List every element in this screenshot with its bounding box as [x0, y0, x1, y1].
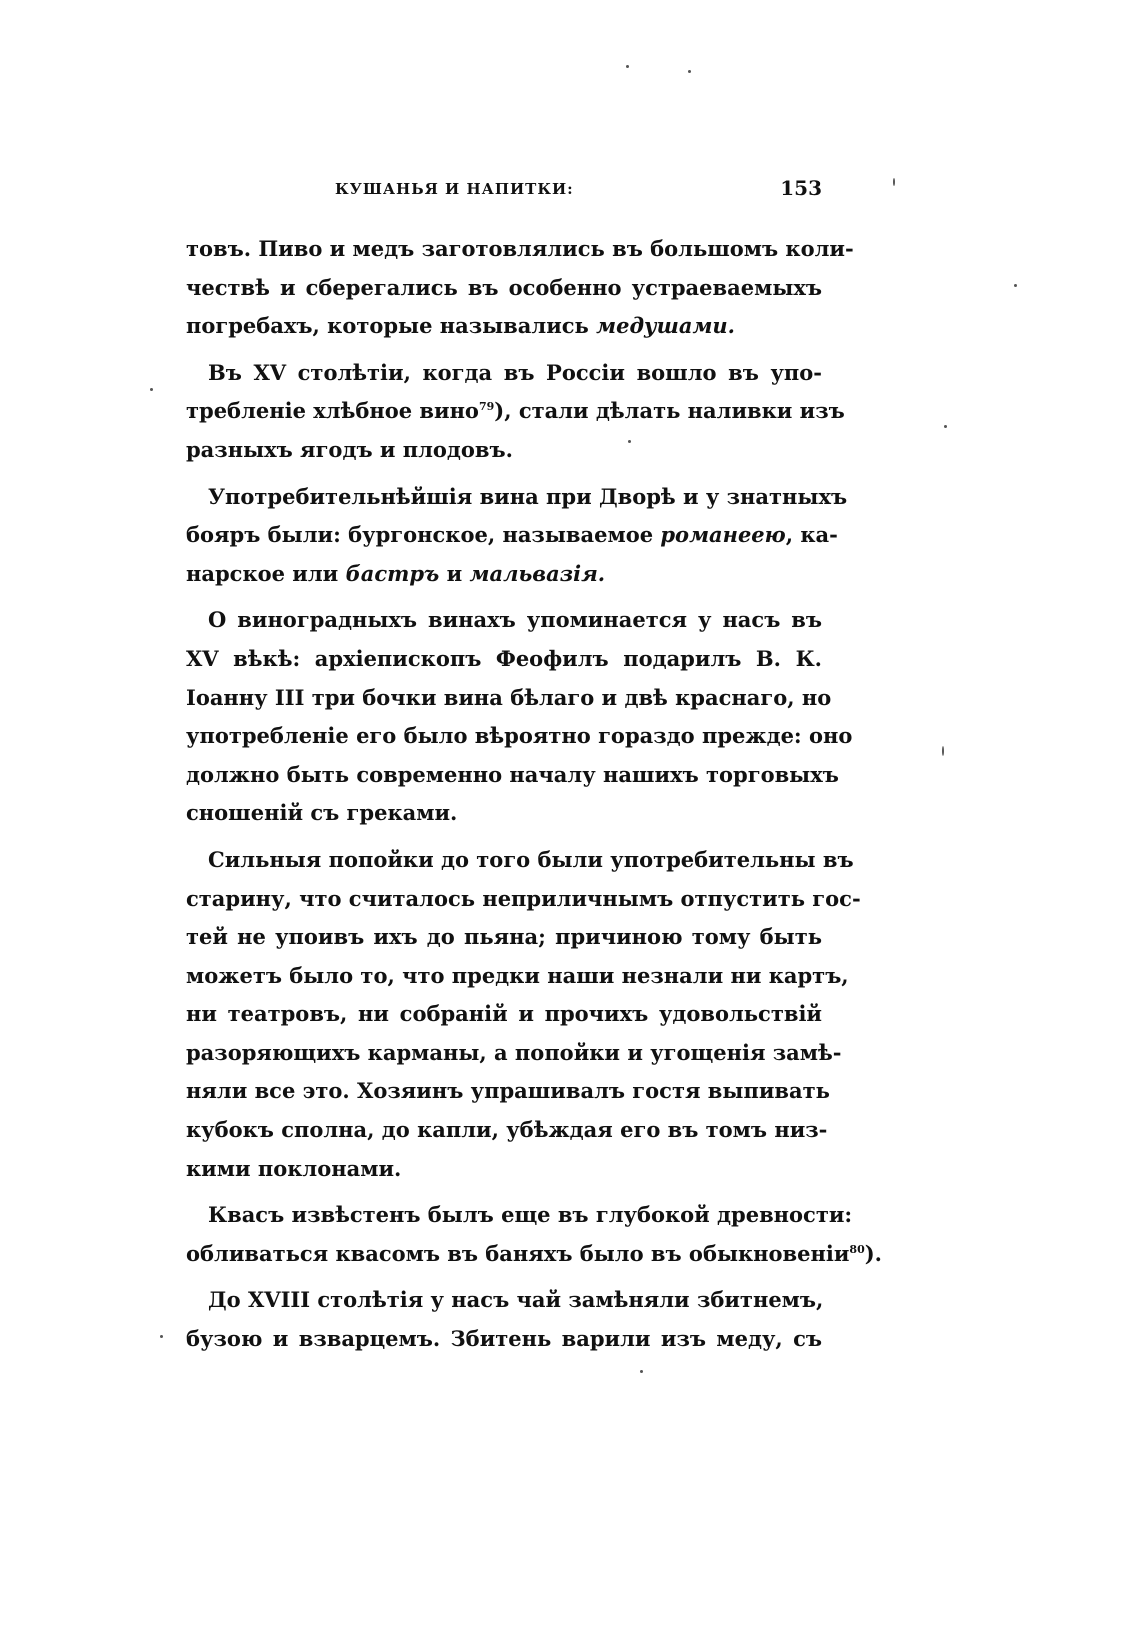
paragraph: [186, 601, 853, 833]
body-text: [186, 230, 882, 1359]
paragraph-gap: [186, 1273, 822, 1281]
text-line: [186, 756, 839, 795]
paragraph-gap: [186, 470, 822, 478]
paragraph-gap: [186, 593, 822, 601]
text-run: сношеній съ греками.: [186, 800, 458, 826]
text-run: Въ XV столѣтіи, когда въ Россіи вошло въ упо-: [208, 359, 822, 385]
text-run: Сильныя попойки до того были употребительны въ: [208, 846, 854, 872]
text-run: О виноградныхъ винахъ упоминается у насъ въ: [208, 607, 822, 633]
text-line: [186, 555, 822, 594]
paragraph-gap: [186, 833, 822, 841]
text-run: чествѣ и сберегались въ особенно устраеваемыхъ: [186, 274, 822, 300]
text-run: обливаться квасомъ въ баняхъ было въ обыкновеніи: [186, 1240, 850, 1266]
text-run: тей не упоивъ ихъ до пьяна; причиною тому быть: [186, 924, 822, 950]
italic-term: бастръ: [345, 560, 440, 586]
text-line: [186, 679, 832, 718]
text-line: [186, 478, 848, 517]
scan-speck: [626, 65, 629, 68]
text-line: [186, 431, 822, 470]
text-run: кубокъ сполна, до капли, убѣждая его въ томъ низ-: [186, 1117, 828, 1143]
text-run: Квасъ извѣстенъ былъ еще въ глубокой древности:: [208, 1202, 853, 1228]
text-run: требленіе хлѣбное вино: [186, 398, 479, 424]
paragraph: [186, 1196, 882, 1273]
text-line: [186, 1111, 828, 1150]
paragraph: [186, 841, 861, 1188]
paragraph-gap: [186, 1188, 822, 1196]
running-title: КУШАНЬЯ И НАПИТКИ:: [335, 180, 574, 198]
page-number: 153: [780, 176, 822, 200]
text-line: [186, 269, 822, 308]
text-line: [186, 1281, 822, 1320]
text-line: [186, 516, 838, 555]
text-line: [186, 1034, 842, 1073]
text-line: [186, 880, 861, 919]
text-run: и: [439, 560, 470, 586]
text-line: [186, 1150, 822, 1189]
text-line: [186, 601, 822, 640]
text-line: [186, 794, 822, 833]
paragraph-gap: [186, 346, 822, 354]
text-line: [186, 995, 822, 1034]
paragraph: [186, 354, 845, 470]
text-run: нарское или: [186, 560, 346, 586]
italic-term: медушами.: [596, 313, 735, 339]
text-run: должно быть современно началу нашихъ торговыхъ: [186, 761, 839, 787]
text-run: разоряющихъ карманы, а попойки и угощенія замѣ-: [186, 1039, 842, 1065]
text-line: [186, 1072, 830, 1111]
text-line: [186, 841, 854, 880]
scan-speck: [942, 746, 944, 756]
text-run: кими поклонами.: [186, 1155, 402, 1181]
text-run: XV вѣкѣ: архіепископъ Феофилъ подарилъ В. К.: [186, 645, 822, 671]
text-run: погребахъ, которые назывались: [186, 313, 597, 339]
scan-speck: [1014, 284, 1017, 287]
scan-speck: [150, 388, 153, 391]
italic-term: романеею: [660, 522, 786, 548]
scan-speck: [893, 178, 895, 186]
text-line: [186, 1196, 853, 1235]
text-run: ), стали дѣлать наливки изъ: [494, 398, 845, 424]
footnote-ref: 80: [849, 1242, 865, 1256]
text-run: бояръ были: бургонское, называемое: [186, 522, 661, 548]
text-run: Употребительнѣйшія вина при Дворѣ и у знатныхъ: [208, 483, 848, 509]
scan-speck: [944, 425, 947, 428]
text-run: употребленіе его было вѣроятно гораздо прежде: оно: [186, 723, 853, 749]
text-line: [186, 307, 822, 346]
text-run: ).: [864, 1240, 882, 1266]
italic-term: мальвазія.: [469, 560, 606, 586]
text-run: бузою и взварцемъ. Збитень варили изъ меду, съ: [186, 1326, 822, 1352]
scan-speck: [628, 440, 631, 443]
text-run: старину, что считалось неприличнымъ отпустить гос-: [186, 885, 861, 911]
text-run: разныхъ ягодъ и плодовъ.: [186, 436, 513, 462]
scan-speck: [688, 70, 691, 73]
footnote-ref: 79: [478, 400, 495, 414]
text-run: До XVIII столѣтія у насъ чай замѣняли збитнемъ,: [208, 1287, 824, 1313]
text-line: [186, 918, 822, 957]
text-line: [186, 392, 845, 431]
text-line: [186, 354, 822, 393]
text-line: [186, 717, 853, 756]
scan-speck: [160, 1335, 163, 1338]
text-line: [186, 1235, 882, 1274]
text-line: [186, 230, 854, 269]
text-line: [186, 957, 849, 996]
page-header: [190, 176, 822, 206]
text-run: товъ. Пиво и медъ заготовлялись въ большомъ коли-: [186, 236, 854, 261]
text-run: Іоанну III три бочки вина бѣлаго и двѣ краснаго, но: [186, 684, 832, 710]
text-run: можетъ было то, что предки наши незнали ни картъ,: [186, 962, 849, 988]
paragraph: [186, 478, 848, 594]
text-run: , ка-: [785, 522, 838, 548]
text-run: няли все это. Хозяинъ упрашивалъ гостя выпивать: [186, 1078, 830, 1104]
text-run: ни театровъ, ни собраній и прочихъ удовольствій: [186, 1001, 822, 1027]
paragraph: [186, 1281, 822, 1358]
scan-speck: [640, 1370, 643, 1373]
text-line: [186, 640, 822, 679]
paragraph: [186, 230, 854, 346]
text-line: [186, 1320, 822, 1359]
